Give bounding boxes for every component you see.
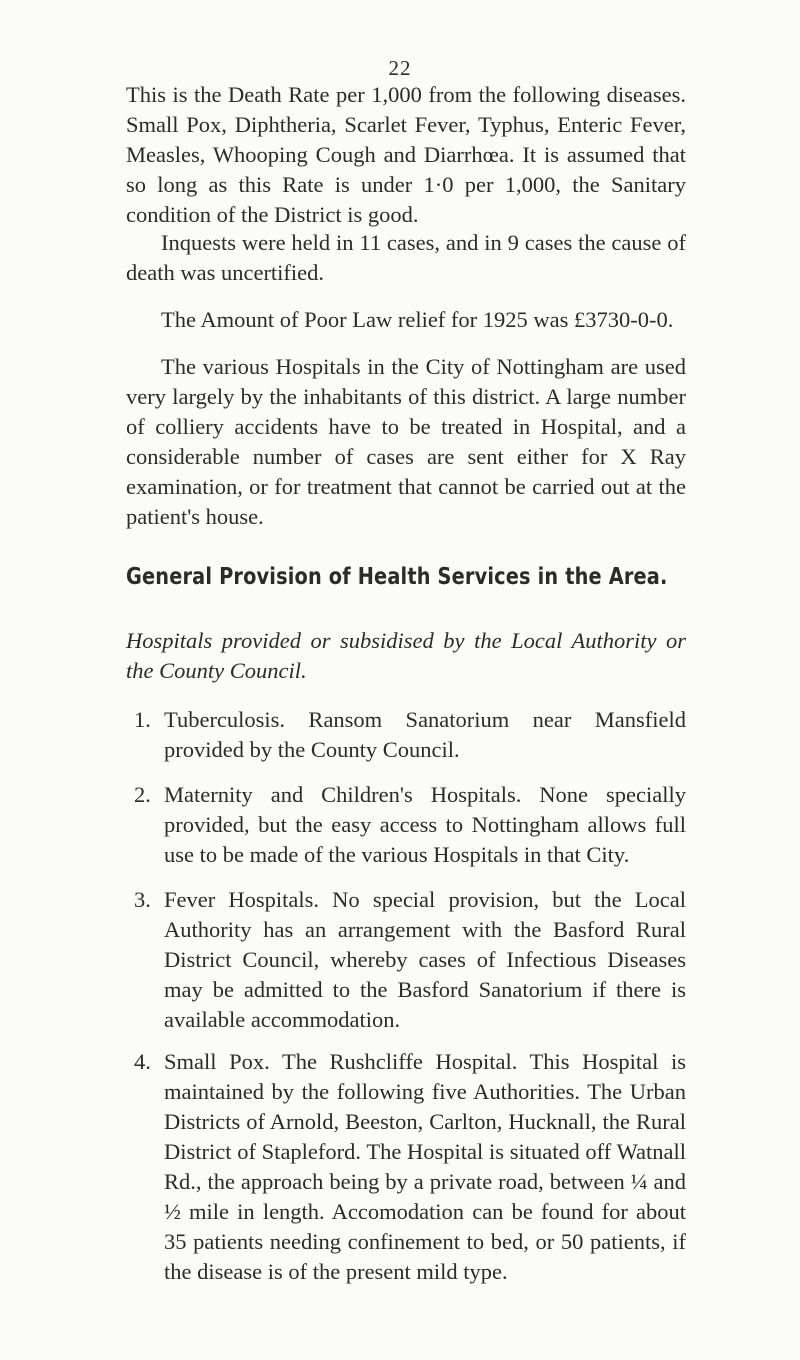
hospitals-subheading: Hospitals provided or subsidised by the Local Authority or the County Council. [126, 628, 686, 683]
list-item [126, 705, 686, 765]
item-text: Maternity and Children's Hospitals. None specially provided, but the easy access to Nottingham allows full use to be made of the various Hospitals in that City. [164, 782, 686, 867]
list-item [126, 885, 686, 1035]
section-heading: General Provision of Health Services in the Area. [126, 564, 668, 590]
list-item [126, 1047, 686, 1287]
list-item [126, 780, 686, 870]
item-number: 1. [134, 707, 151, 732]
inquests-paragraph: Inquests were held in 11 cases, and in 9 cases the cause of death was uncertified. [126, 230, 686, 285]
item-text: Small Pox. The Rushcliffe Hospital. This Hospital is maintained by the following five Authorities. The Urban Districts of Arnold, Beeston, Carlton, Hucknall, the Rural District of Stapleford. The Hospital is situated off Watnall Rd., the approach being by a private road, between ¼ and ½ mile in length. Accomodation can be found for about 35 patients needing confinement to bed, or 50 patients, if the disease is of the present mild type. [164, 1049, 686, 1284]
poor-law-paragraph: The Amount of Poor Law relief for 1925 was £3730-0-0. [161, 307, 674, 332]
page-number: 22 [388, 56, 412, 80]
item-number: 2. [134, 782, 151, 807]
hospitals-paragraph: The various Hospitals in the City of Nottingham are used very largely by the inhabitants of this district. A large number of colliery accidents have to be treated in Hospital, and a considerable number of cases are sent either for X Ray examination, or for treatment that cannot be carried out at the patient's house. [126, 354, 686, 529]
item-number: 3. [134, 887, 151, 912]
item-text: Tuberculosis. Ransom Sanatorium near Mansfield provided by the County Council. [164, 707, 686, 762]
item-number: 4. [134, 1049, 151, 1074]
item-text: Fever Hospitals. No special provision, but the Local Authority has an arrangement with the Basford Rural District Council, whereby cases of Infectious Diseases may be admitted to the Basford Sanatorium if there is available accommodation. [164, 887, 686, 1032]
death-rate-paragraph: This is the Death Rate per 1,000 from the following diseases. Small Pox, Diphtheria, Scarlet Fever, Typhus, Enteric Fever, Measles, Whooping Cough and Diarrhœa. It is assumed that so long as this Rate is under 1·0 per 1,000, the Sanitary condition of the District is good. [126, 82, 686, 227]
